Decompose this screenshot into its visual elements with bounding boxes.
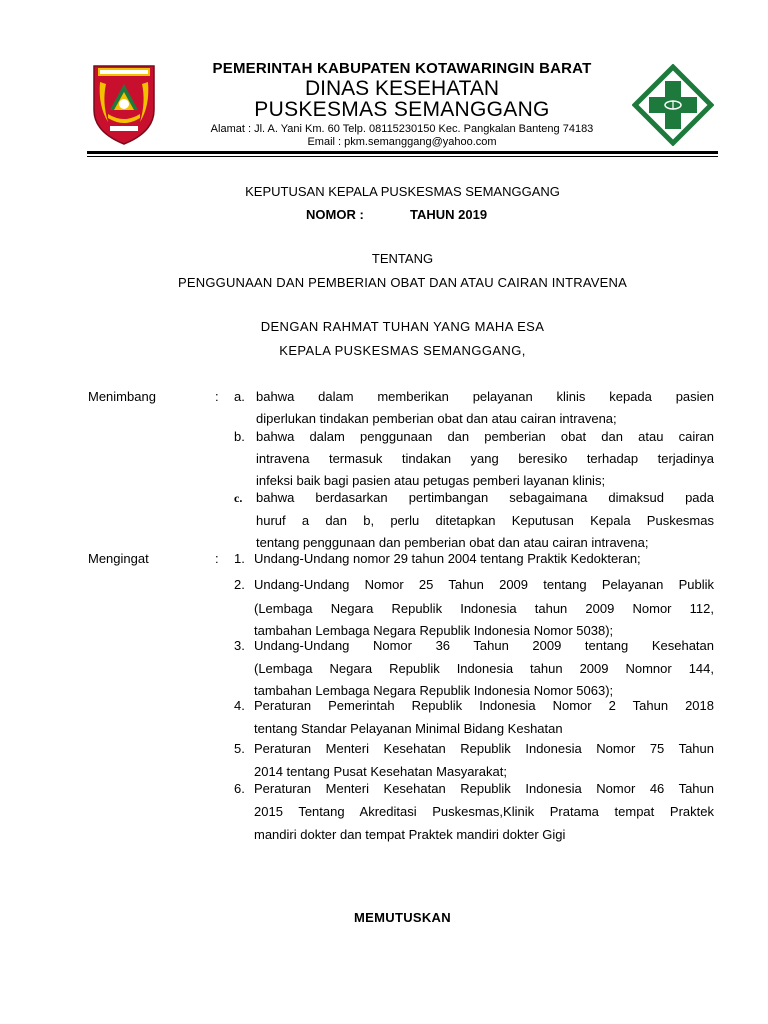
mengingat-3-line: (Lembaga Negara Republik Indonesia tahun 2009 Nomnor 144, xyxy=(254,661,714,676)
mengingat-5-marker: 5. xyxy=(234,741,245,756)
menimbang-c-line: tentang penggunaan dan pemberian obat dan atau cairan intravena; xyxy=(256,535,649,550)
mengingat-3-line: Undang-Undang Nomor 36 Tahun 2009 tentang Kesehatan xyxy=(254,638,714,653)
menimbang-b-line: infeksi baik bagi pasien atau petugas pemberi layanan klinis; xyxy=(256,473,606,488)
letterhead-government: PEMERINTAH KABUPATEN KOTAWARINGIN BARAT xyxy=(212,60,592,77)
letterhead-address: Alamat : Jl. A. Yani Km. 60 Telp. 08115230150 Kec. Pangkalan Banteng 74183 xyxy=(210,123,594,135)
letterhead-email: Email : pkm.semanggang@yahoo.com xyxy=(307,136,497,148)
mengingat-6-line: Peraturan Menteri Kesehatan Republik Indonesia Nomor 46 Tahun xyxy=(254,781,714,796)
menimbang-a-line: bahwa dalam memberikan pelayanan klinis kepada pasien xyxy=(256,389,714,404)
mengingat-colon: : xyxy=(215,551,219,566)
letterhead-divider-thin xyxy=(87,156,718,157)
mengingat-1-line: Undang-Undang nomor 29 tahun 2004 tentang Praktik Kedokteran; xyxy=(254,551,641,566)
head-title: KEPALA PUSKESMAS SEMANGGANG, xyxy=(279,343,526,358)
blessing-line: DENGAN RAHMAT TUHAN YANG MAHA ESA xyxy=(260,319,545,334)
mengingat-2-marker: 2. xyxy=(234,577,245,592)
decision-heading: MEMUTUSKAN xyxy=(354,910,451,925)
decree-number-label: NOMOR : xyxy=(306,207,364,222)
decree-year: TAHUN 2019 xyxy=(410,207,488,222)
mengingat-label: Mengingat xyxy=(88,551,149,566)
kotawaringin-barat-emblem xyxy=(88,62,160,146)
mengingat-1-marker: 1. xyxy=(234,551,245,566)
decree-title: KEPUTUSAN KEPALA PUSKESMAS SEMANGGANG xyxy=(245,184,560,199)
mengingat-4-marker: 4. xyxy=(234,698,245,713)
menimbang-label: Menimbang xyxy=(88,389,156,404)
letterhead-department: DINAS KESEHATAN xyxy=(304,77,500,100)
tentang-label: TENTANG xyxy=(371,251,434,266)
mengingat-5-line: Peraturan Menteri Kesehatan Republik Indonesia Nomor 75 Tahun xyxy=(254,741,714,756)
menimbang-c-marker: c. xyxy=(234,491,243,505)
menimbang-b-line: bahwa dalam penggunaan dan pemberian obat dan atau cairan xyxy=(256,429,714,444)
mengingat-2-line: tambahan Lembaga Negara Republik Indonesia Nomor 5038); xyxy=(254,623,614,638)
letterhead-divider-thick xyxy=(87,151,718,154)
menimbang-a-line: diperlukan tindakan pemberian obat dan atau cairan intravena; xyxy=(256,411,617,426)
menimbang-colon: : xyxy=(215,389,219,404)
menimbang-a-marker: a. xyxy=(234,389,245,404)
menimbang-b-marker: b. xyxy=(234,429,245,444)
mengingat-6-line: 2015 Tentang Akreditasi Puskesmas,Klinik Pratama tempat Praktek xyxy=(254,804,714,819)
menimbang-c-line: huruf a dan b, perlu ditetapkan Keputusan Kepala Puskesmas xyxy=(256,513,714,528)
menimbang-c-line: bahwa berdasarkan pertimbangan sebagaimana dimaksud pada xyxy=(256,490,714,505)
mengingat-3-line: tambahan Lembaga Negara Republik Indonesia Nomor 5063); xyxy=(254,683,614,698)
mengingat-6-marker: 6. xyxy=(234,781,245,796)
mengingat-5-line: 2014 tentang Pusat Kesehatan Masyarakat; xyxy=(254,764,507,779)
menimbang-b-line: intravena termasuk tindakan yang beresiko terhadap terjadinya xyxy=(256,451,714,466)
mengingat-3-marker: 3. xyxy=(234,638,245,653)
mengingat-6-line: mandiri dokter dan tempat Praktek mandiri dokter Gigi xyxy=(254,827,566,842)
mengingat-4-line: tentang Standar Pelayanan Minimal Bidang Keshatan xyxy=(254,721,563,736)
decree-subject: PENGGUNAAN DAN PEMBERIAN OBAT DAN ATAU CAIRAN INTRAVENA xyxy=(178,275,627,290)
mengingat-2-line: (Lembaga Negara Republik Indonesia tahun 2009 Nomor 112, xyxy=(254,601,714,616)
mengingat-2-line: Undang-Undang Nomor 25 Tahun 2009 tentang Pelayanan Publik xyxy=(254,577,714,592)
letterhead-puskesmas: PUSKESMAS SEMANGGANG xyxy=(254,98,550,121)
mengingat-4-line: Peraturan Pemerintah Republik Indonesia Nomor 2 Tahun 2018 xyxy=(254,698,714,713)
puskesmas-cross-logo xyxy=(632,64,714,146)
